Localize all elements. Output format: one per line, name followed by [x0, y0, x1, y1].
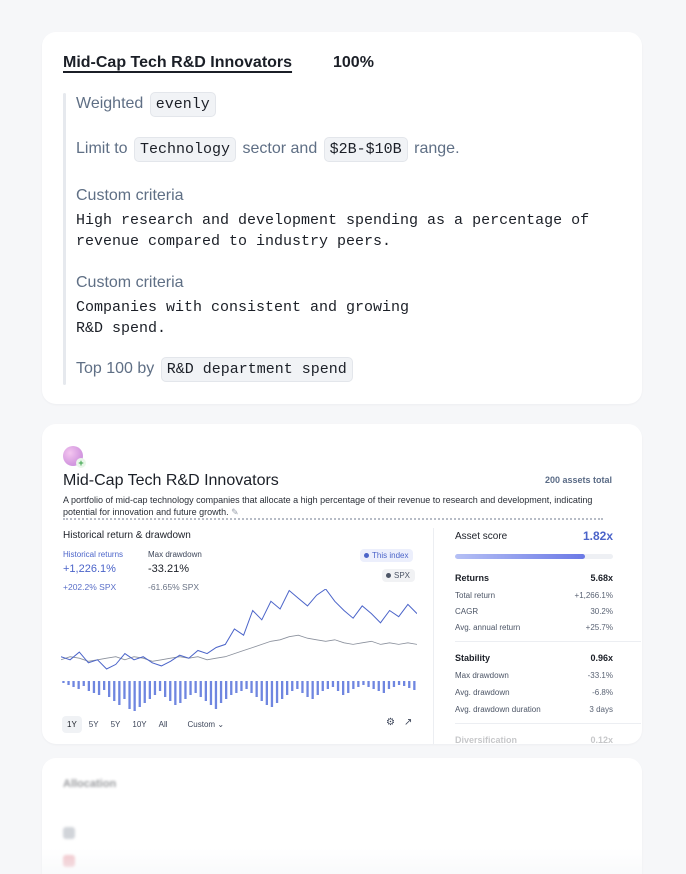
criteria-card — [42, 32, 642, 404]
criteria-divider — [63, 93, 66, 385]
drawdown-bar — [108, 681, 110, 697]
max-drawdown-value: -33.21% — [148, 563, 189, 575]
legend-dot — [364, 553, 369, 558]
cagr-value: 30.2% — [590, 607, 613, 616]
asset-logo — [63, 827, 75, 839]
weighting-chip[interactable]: evenly — [150, 92, 216, 117]
limit-row — [76, 137, 460, 162]
drawdown-bar — [306, 681, 308, 697]
drawdown-bar — [215, 681, 217, 709]
drawdown-bar — [352, 681, 354, 689]
metric-chip[interactable]: R&D department spend — [161, 357, 353, 382]
drawdown-bar — [291, 681, 293, 691]
portfolio-title-link[interactable]: Mid-Cap Tech R&D Innovators — [63, 54, 293, 71]
drawdown-bar — [388, 681, 390, 689]
drawdown-bar — [373, 681, 375, 689]
avg-drawdown-label: Avg. drawdown — [455, 688, 510, 697]
drawdown-bar — [179, 681, 181, 703]
drawdown-bar — [342, 681, 344, 695]
drawdown-bar — [245, 681, 247, 689]
custom-criteria-label: Custom criteria — [76, 187, 184, 204]
drawdown-bar — [220, 681, 222, 703]
drawdown-bar — [367, 681, 369, 687]
drawdown-bar — [210, 681, 212, 705]
fade-overlay — [42, 848, 642, 874]
drawdown-bar — [195, 681, 197, 693]
gear-icon[interactable]: ⚙ — [386, 717, 395, 728]
drawdown-bar — [123, 681, 125, 699]
drawdown-bar — [327, 681, 329, 689]
stability-value: 0.96x — [590, 653, 613, 663]
drawdown-bar — [322, 681, 324, 691]
series-line-spx — [61, 635, 417, 661]
asset-score-label: Asset score — [455, 531, 508, 542]
sector-chip[interactable]: Technology — [134, 137, 236, 162]
portfolio-description[interactable] — [63, 494, 603, 520]
drawdown-bar — [205, 681, 207, 701]
allocation-title: Allocation — [63, 778, 117, 790]
allocation-card — [42, 758, 642, 874]
drawdown-bar — [88, 681, 90, 691]
drawdown-bar — [139, 681, 141, 707]
returns-title: Returns — [455, 573, 490, 583]
drawdown-bar — [184, 681, 186, 699]
drawdown-bar — [200, 681, 202, 697]
custom-criteria-text[interactable]: Companies with consistent and growing R&D spend. — [76, 299, 410, 337]
range-chip[interactable]: $2B-$10B — [324, 137, 408, 162]
avg-annual-return-value: +25.7% — [585, 623, 613, 632]
edit-pencil-icon[interactable]: ✎ — [231, 507, 239, 517]
drawdown-bar — [169, 681, 171, 701]
return-drawdown-chart[interactable] — [61, 589, 417, 711]
limit-middle: sector and — [242, 140, 318, 157]
drawdown-bar — [250, 681, 252, 693]
drawdown-bar — [271, 681, 273, 707]
drawdown-bar — [296, 681, 298, 689]
asset-score-bar — [455, 554, 613, 559]
drawdown-bar — [134, 681, 136, 711]
diversification-value: 0.12x — [590, 735, 613, 744]
drawdown-bar — [103, 681, 105, 690]
total-return-value: +1,266.1% — [574, 591, 613, 600]
drawdown-bar — [113, 681, 115, 701]
table-row[interactable] — [63, 826, 618, 842]
section-title: Historical return & drawdown — [63, 530, 191, 541]
drawdown-bar — [408, 681, 410, 688]
sparkle-plus-icon: + — [76, 458, 86, 468]
drawdown-bar — [128, 681, 130, 709]
drawdown-bar — [398, 681, 400, 685]
diversification-title: Diversification — [455, 735, 518, 744]
drawdown-bar — [301, 681, 303, 693]
drawdown-bar — [332, 681, 334, 687]
drawdown-bar — [357, 681, 359, 687]
drawdown-bar — [154, 681, 156, 695]
limit-suffix: range. — [414, 140, 460, 157]
range-10y[interactable]: 10Y — [132, 720, 147, 729]
range-all[interactable]: All — [158, 720, 168, 729]
legend-spx[interactable] — [382, 569, 415, 582]
total-return-label: Total return — [455, 591, 496, 600]
max-drawdown-row-label: Max drawdown — [455, 671, 509, 680]
top-prefix: Top 100 by — [76, 360, 155, 377]
drawdown-bar — [225, 681, 227, 699]
drawdown-bar — [378, 681, 380, 691]
weighting-label: Weighted — [76, 95, 144, 112]
drawdown-bar — [362, 681, 364, 685]
avg-annual-return-label: Avg. annual return — [455, 623, 521, 632]
drawdown-bar — [230, 681, 232, 695]
drawdown-bar — [62, 681, 64, 683]
historical-returns-value: +1,226.1% — [63, 563, 116, 575]
drawdown-bar — [189, 681, 191, 695]
stability-title: Stability — [455, 653, 491, 663]
weighting-row — [76, 92, 218, 117]
max-drawdown-row-value: -33.1% — [587, 671, 613, 680]
avg-drawdown-value: -6.8% — [592, 688, 613, 697]
description-text: A portfolio of mid-cap technology companies that allocate a high percentage of their revenue to research and development, indicating potential for innovation and future growth. — [63, 495, 593, 517]
asset-score-fill — [455, 554, 585, 559]
drawdown-bar — [312, 681, 314, 699]
legend-dot — [386, 573, 391, 578]
portfolio-card — [42, 424, 642, 744]
drawdown-bar — [266, 681, 268, 705]
historical-returns-label: Historical returns — [63, 550, 124, 559]
drawdown-bar — [317, 681, 319, 695]
avg-drawdown-duration-value: 3 days — [589, 705, 613, 714]
returns-value: 5.68x — [590, 573, 613, 583]
allocation-percent: 100% — [333, 54, 374, 71]
range-custom-label: Custom — [187, 720, 216, 729]
drawdown-bar — [347, 681, 349, 693]
range-selector — [62, 716, 229, 733]
legend-this-index[interactable] — [360, 549, 413, 562]
custom-criteria-text[interactable]: High research and development spending as a percentage of revenue compared to industry peers. — [76, 212, 590, 250]
drawdown-bar — [337, 681, 339, 691]
max-drawdown-label: Max drawdown — [148, 550, 202, 559]
custom-criteria-label: Custom criteria — [76, 274, 184, 291]
drawdown-bar — [83, 681, 85, 686]
drawdown-bar — [383, 681, 385, 693]
drawdown-bar — [144, 681, 146, 703]
drawdown-bar — [159, 681, 161, 691]
drawdown-bar — [149, 681, 151, 699]
portfolio-title: Mid-Cap Tech R&D Innovators — [63, 472, 279, 489]
drawdown-bar — [235, 681, 237, 693]
drawdown-bar — [403, 681, 405, 686]
limit-prefix: Limit to — [76, 140, 128, 157]
share-icon[interactable]: ↗ — [404, 717, 413, 728]
legend-label: SPX — [394, 571, 411, 580]
max-drawdown-spx: -61.65% SPX — [148, 582, 200, 592]
drawdown-bar — [164, 681, 166, 697]
group-divider — [455, 641, 641, 642]
range-5y[interactable]: 5Y — [110, 720, 121, 729]
drawdown-bar — [240, 681, 242, 691]
group-divider — [455, 723, 641, 724]
legend-label: This index — [372, 551, 409, 560]
drawdown-bar — [72, 681, 74, 687]
drawdown-bar — [393, 681, 395, 687]
avg-drawdown-duration-label: Avg. drawdown duration — [455, 705, 541, 714]
drawdown-bar — [67, 681, 69, 685]
drawdown-bar — [256, 681, 258, 697]
range-5y[interactable]: 5Y — [88, 720, 99, 729]
drawdown-bar — [281, 681, 283, 699]
range-1y[interactable]: 1Y — [62, 716, 82, 733]
drawdown-bar — [413, 681, 415, 690]
chevron-down-icon: ⌄ — [217, 720, 225, 729]
asset-score-value: 1.82x — [582, 529, 613, 543]
drawdown-bar — [78, 681, 80, 689]
top-row — [76, 357, 355, 382]
panel-divider — [433, 528, 434, 744]
portfolio-avatar — [63, 446, 83, 466]
drawdown-bar — [174, 681, 176, 705]
cagr-label: CAGR — [455, 607, 479, 616]
assets-total: 200 assets total — [544, 475, 612, 485]
drawdown-bar — [118, 681, 120, 705]
drawdown-bar — [276, 681, 278, 703]
drawdown-bar — [93, 681, 95, 693]
drawdown-bar — [98, 681, 100, 695]
drawdown-bar — [261, 681, 263, 701]
drawdown-bar — [286, 681, 288, 695]
range-custom[interactable] — [183, 716, 230, 733]
historical-returns-spx: +202.2% SPX — [63, 582, 117, 592]
